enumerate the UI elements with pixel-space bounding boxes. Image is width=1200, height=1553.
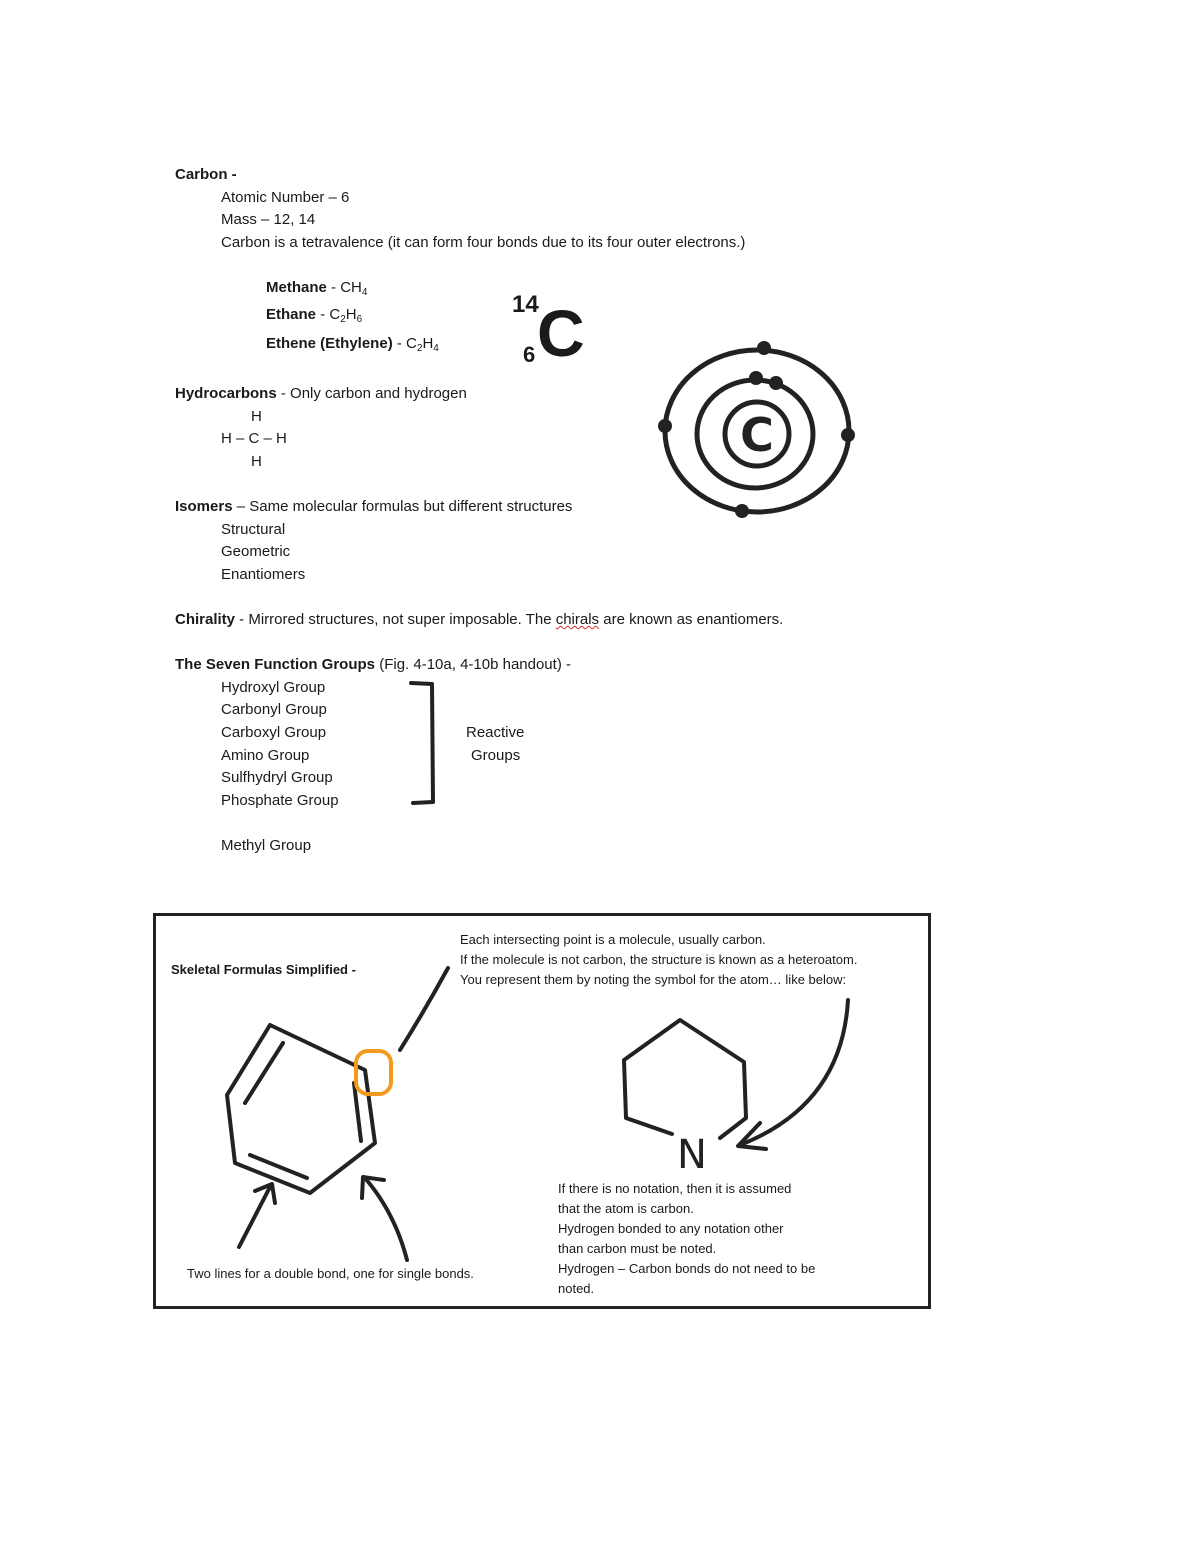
isotope-symbol: C — [537, 296, 585, 370]
functional-groups-line — [175, 655, 571, 675]
hydrocarbons-heading: Hydrocarbons — [175, 385, 277, 402]
isotope-mass-number: 14 — [512, 291, 539, 318]
functional-group-item: Hydroxyl Group — [221, 679, 326, 696]
molecule-ethene — [266, 334, 439, 354]
heteroatom-ring-outline — [624, 1020, 746, 1138]
electron — [735, 504, 749, 518]
formula-part: C — [406, 335, 417, 352]
electron — [658, 419, 672, 433]
skeletal-note-line: You represent them by noting the symbol for the atom… like below: — [460, 972, 847, 987]
notation-note-line: noted. — [558, 1281, 595, 1296]
molecule-sep: - — [392, 335, 407, 352]
notation-note-line: that the atom is carbon. — [558, 1201, 694, 1216]
molecule-ethane — [266, 305, 362, 325]
electron — [769, 376, 783, 390]
molecule-name: Ethane — [266, 306, 317, 323]
carbon-heading: Carbon - — [175, 166, 237, 183]
functional-group-item: Carboxyl Group — [221, 724, 327, 741]
mass: Mass – 12, 14 — [221, 211, 316, 228]
formula-part: H — [345, 306, 357, 323]
molecule-methane — [266, 278, 367, 298]
atomic-number: Atomic Number – 6 — [221, 189, 350, 206]
hydrocarbons-line — [175, 384, 467, 404]
skeletal-note-line: Each intersecting point is a molecule, usually carbon. — [460, 932, 766, 947]
isomers-desc: – Same molecular formulas but different structures — [232, 498, 573, 515]
electron — [749, 371, 763, 385]
double-bond-line — [245, 1043, 283, 1103]
isotope-atomic-number: 6 — [523, 342, 536, 367]
tetravalence-note: Carbon is a tetravalence (it can form four bonds due to its four outer electrons.) — [221, 234, 746, 251]
notation-note-line: than carbon must be noted. — [558, 1241, 717, 1256]
chirality-pre: - Mirrored structures, not super imposable. The — [235, 611, 556, 628]
chirality-heading: Chirality — [175, 611, 236, 628]
formula-sub: 4 — [433, 343, 439, 354]
reactive-groups-bracket — [405, 678, 440, 808]
isomers-heading: Isomers — [175, 498, 233, 515]
functional-group-item: Sulfhydryl Group — [221, 769, 333, 786]
isomer-type: Geometric — [221, 543, 291, 560]
skeletal-title: Skeletal Formulas Simplified - — [171, 962, 356, 977]
methane-h-bottom: H — [251, 453, 262, 470]
arrow-to-heteroatom — [730, 995, 860, 1155]
functional-group-item: Carbonyl Group — [221, 701, 327, 718]
isomers-line — [175, 497, 572, 517]
atom-center-label: C — [740, 408, 774, 462]
isomer-type: Structural — [221, 521, 286, 538]
electron — [757, 341, 771, 355]
formula-sub: 2 — [416, 343, 423, 354]
molecule-name: Ethene (Ethylene) — [266, 335, 393, 352]
arrow-to-single-bond — [350, 1168, 420, 1268]
notation-note-line: Hydrogen bonded to any notation other — [558, 1221, 784, 1236]
molecule-sep: - — [316, 306, 330, 323]
heteroatom-symbol: N — [677, 1132, 707, 1178]
formula-sub: 4 — [361, 287, 368, 298]
molecule-sep: - — [326, 279, 341, 296]
carbon-atom-diagram — [650, 338, 865, 523]
skeletal-note-line: If the molecule is not carbon, the structure is known as a heteroatom. — [460, 952, 858, 967]
notation-note-line: If there is no notation, then it is assumed — [558, 1181, 792, 1196]
hydrocarbons-desc: - Only carbon and hydrogen — [276, 385, 467, 402]
molecule-name: Methane — [266, 279, 327, 296]
formula-part: C — [329, 306, 341, 323]
methane-chain: H – C – H — [221, 430, 287, 447]
formula-part: CH — [340, 279, 362, 296]
notation-note-line: Hydrogen – Carbon bonds do not need to be — [558, 1261, 816, 1276]
formula-sub: 2 — [340, 314, 346, 325]
functional-group-item: Amino Group — [221, 747, 310, 764]
functional-group-item: Phosphate Group — [221, 792, 339, 809]
chirality-post: are known as enantiomers. — [599, 611, 784, 628]
arrow-to-vertex — [380, 960, 460, 1060]
formula-sub: 6 — [356, 314, 363, 325]
functional-groups-heading: The Seven Function Groups — [175, 656, 376, 673]
formula-part: H — [422, 335, 434, 352]
arrow-to-double-bond — [225, 1175, 285, 1255]
chirality-line — [175, 610, 783, 630]
spellcheck-word: chirals — [555, 611, 600, 628]
methyl-group: Methyl Group — [221, 837, 312, 854]
electron — [841, 428, 855, 442]
reactive-label: Groups — [471, 747, 521, 764]
methane-h-top: H — [251, 408, 262, 425]
functional-groups-ref: (Fig. 4-10a, 4-10b handout) - — [375, 656, 571, 673]
reactive-label: Reactive — [466, 724, 525, 741]
bond-caption: Two lines for a double bond, one for single bonds. — [187, 1266, 474, 1281]
isomer-type: Enantiomers — [221, 566, 306, 583]
